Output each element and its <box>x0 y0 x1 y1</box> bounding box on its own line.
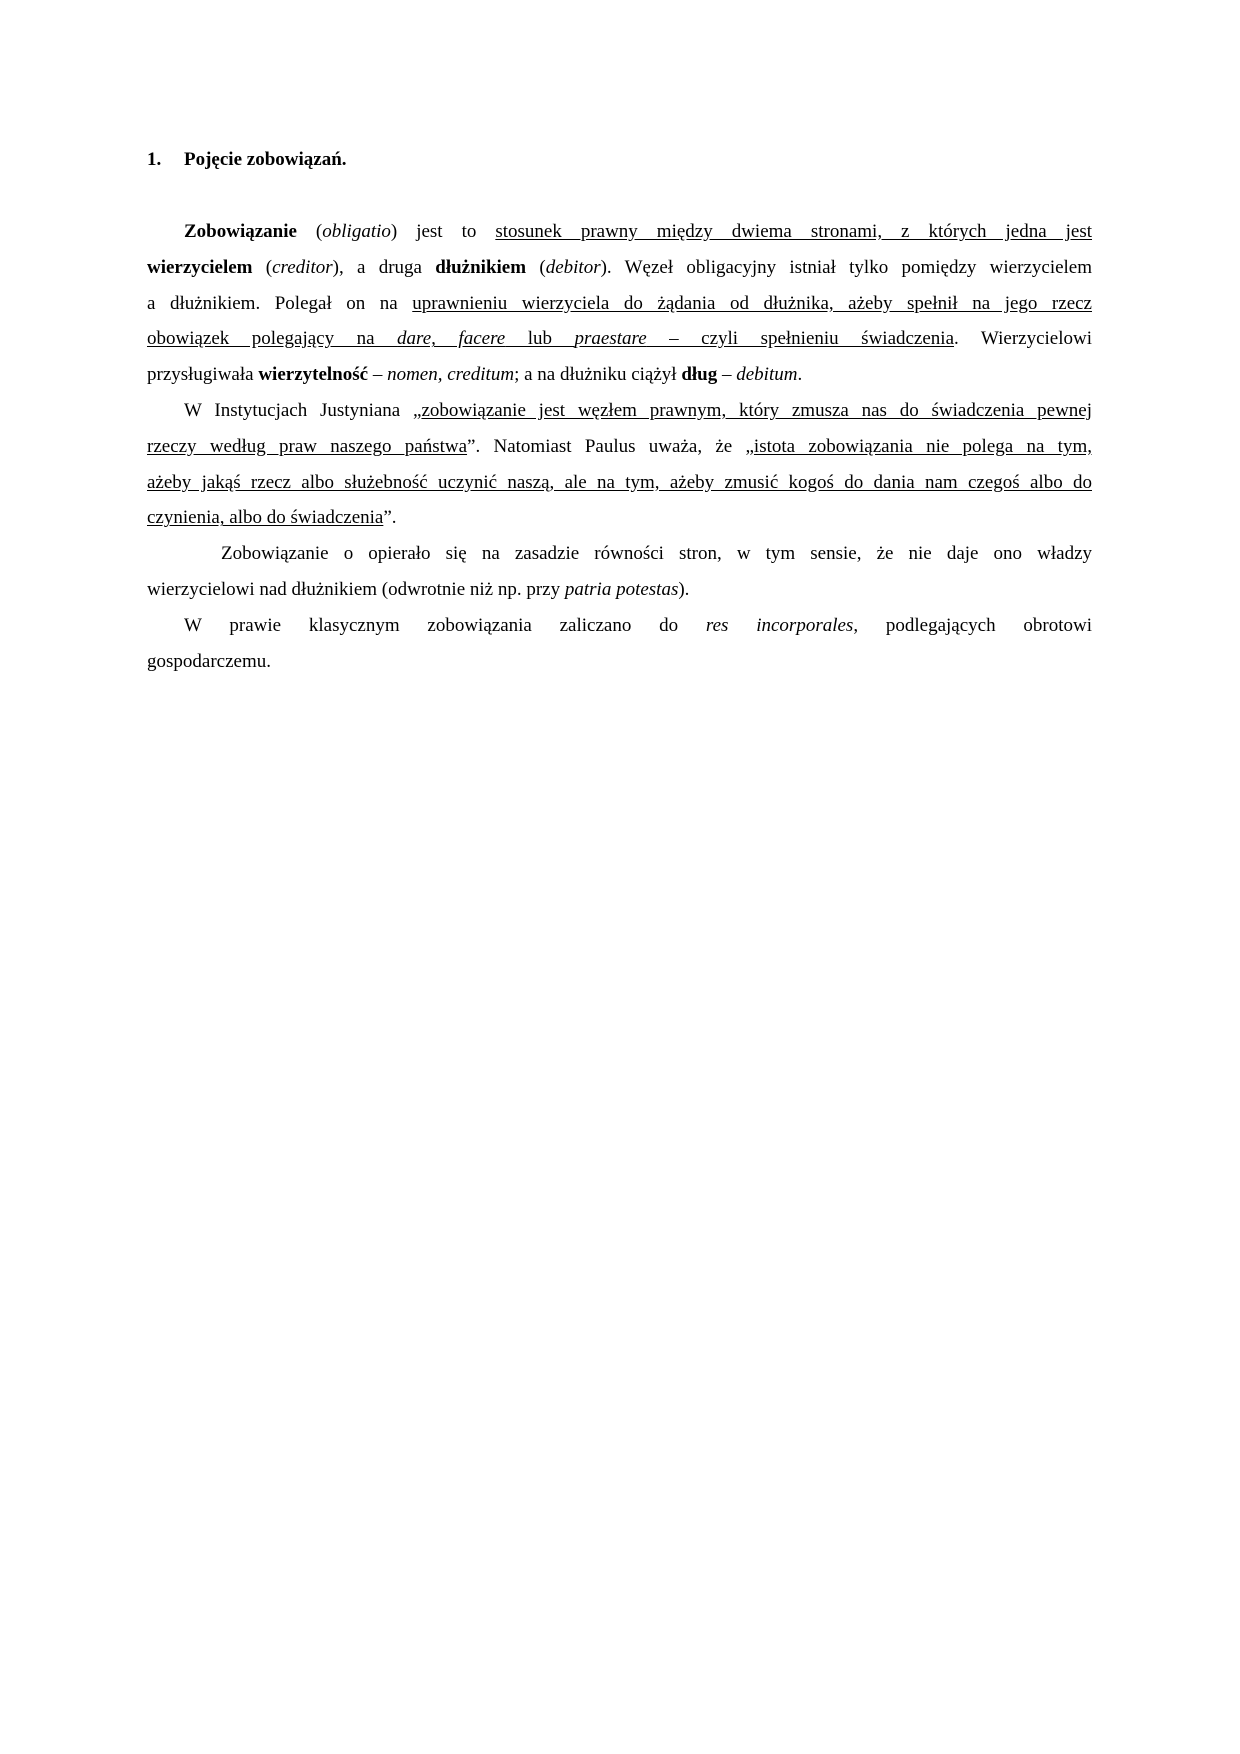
text-run: W Instytucjach Justyniana „ <box>184 399 422 421</box>
heading-title: Pojęcie zobowiązań. <box>184 149 347 170</box>
text-run: ), a druga <box>332 256 436 278</box>
underlined-text: zobowiązanie jest węzłem prawnym, który zmusza nas do świadczenia pewnej <box>421 399 1092 421</box>
text-line <box>147 250 1092 286</box>
latin-term: patria potestas <box>564 578 679 600</box>
bold-term: dług <box>681 364 718 386</box>
latin-term: obligatio <box>322 221 391 242</box>
text-run: – <box>368 364 388 386</box>
text-line <box>147 321 1092 357</box>
text-run: a dłużnikiem. Polegał on na <box>147 292 413 314</box>
paragraph <box>147 393 1092 536</box>
text-line <box>147 572 1092 608</box>
latin-term: praestare <box>574 328 647 350</box>
text-run: ”. Natomiast Paulus uważa, że „ <box>467 435 754 457</box>
text-line <box>147 500 1092 536</box>
underlined-text: obowiązek polegający na <box>147 328 398 350</box>
underlined-text: stosunek prawny między dwiema stronami, z których jedna jest <box>495 221 1093 242</box>
text-run: wierzycielowi nad dłużnikiem (odwrotnie niż np. przy <box>147 578 565 600</box>
text-run: ”. <box>383 507 397 529</box>
underlined-text: lub <box>505 328 575 350</box>
section-heading <box>147 147 347 173</box>
paragraph <box>147 536 1092 608</box>
text-line <box>147 393 1092 429</box>
text-run: ( <box>252 256 273 278</box>
text-run: W prawie klasycznym zobowiązania zaliczano do <box>184 614 706 636</box>
text-run: ; a na dłużniku ciążył <box>514 364 682 386</box>
text-line <box>147 644 1092 680</box>
text-run: ( <box>296 221 323 242</box>
text-run: ) jest to <box>390 221 496 242</box>
text-run: . Wierzycielowi <box>954 328 1092 350</box>
text-run: ). <box>678 578 690 600</box>
paragraph <box>147 214 1092 393</box>
bold-term: dłużnikiem <box>435 256 527 278</box>
underlined-text: czynienia, albo do świadczenia <box>147 507 384 529</box>
latin-term: dare, facere <box>397 328 506 350</box>
underlined-text: istota zobowiązania nie polega na tym, <box>753 435 1092 457</box>
text-run: , podlegających obrotowi <box>853 614 1092 636</box>
paragraph <box>147 608 1092 680</box>
bold-term: wierzycielem <box>147 256 253 278</box>
bold-term: wierzytelność <box>258 364 369 386</box>
text-line <box>147 465 1092 501</box>
text-line <box>147 286 1092 322</box>
underlined-text: – czyli spełnieniu świadczenia <box>646 328 955 350</box>
text-line <box>147 608 1092 644</box>
underlined-text: ażeby jakąś rzecz albo służebność uczynić naszą, ale na tym, ażeby zmusić kogoś do dania nam czegoś albo do <box>147 471 1092 493</box>
text-run: gospodarczemu. <box>147 650 271 672</box>
underlined-text: uprawnieniu wierzyciela do żądania od dłużnika, ażeby spełnił na jego rzecz <box>412 292 1092 314</box>
text-run: przysługiwała <box>147 364 259 386</box>
bold-term: Zobowiązanie <box>184 221 297 242</box>
text-line <box>147 214 1092 250</box>
latin-term: nomen, creditum <box>387 364 515 386</box>
text-run: ). Węzeł obligacyjny istniał tylko pomiędzy wierzycielem <box>600 256 1093 278</box>
heading-number: 1. <box>147 149 162 170</box>
text-run: – <box>717 364 737 386</box>
latin-term: debitor <box>545 256 601 278</box>
text-line <box>147 357 1092 393</box>
text-line <box>147 536 1092 572</box>
document-body <box>147 214 1092 679</box>
latin-term: creditor <box>272 256 333 278</box>
underlined-text: rzeczy według praw naszego państwa <box>147 435 468 457</box>
latin-term: res incorporales <box>705 614 854 636</box>
text-line <box>147 429 1092 465</box>
text-run: Zobowiązanie o opierało się na zasadzie równości stron, w tym sensie, że nie daje ono władzy <box>221 543 1092 565</box>
text-run: . <box>797 364 803 386</box>
latin-term: debitum <box>736 364 798 386</box>
text-run: ( <box>526 256 546 278</box>
